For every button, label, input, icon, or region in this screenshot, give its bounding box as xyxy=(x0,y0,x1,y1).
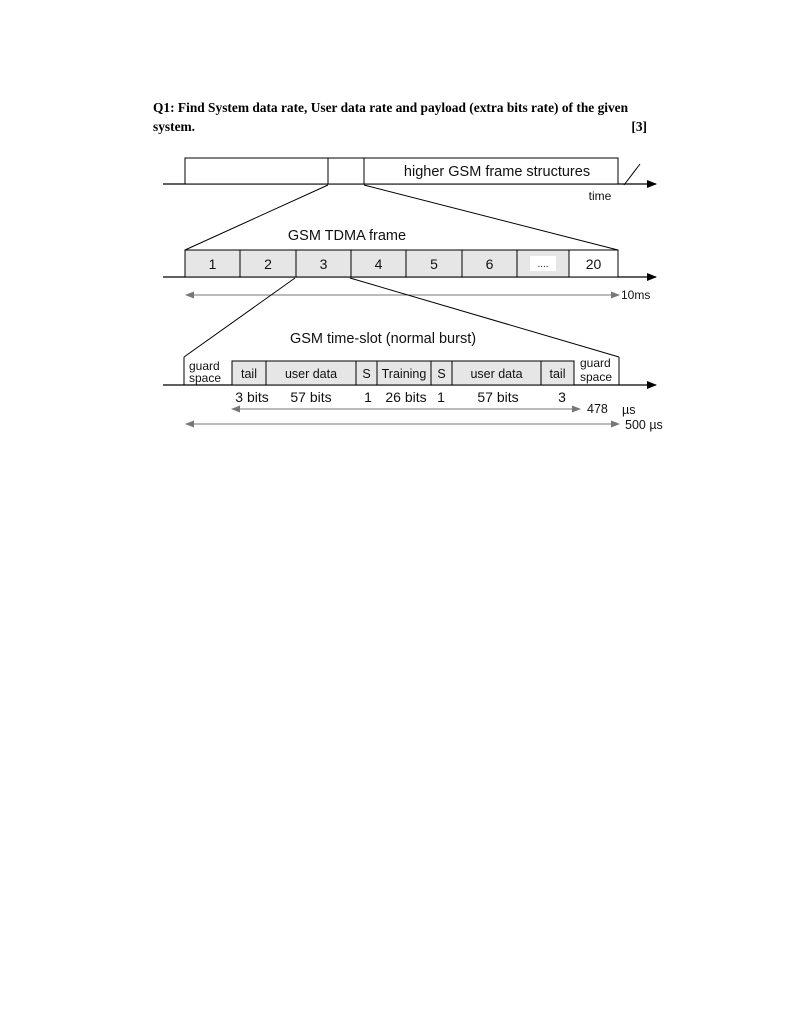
tdma-slots xyxy=(185,250,618,277)
higher-frame-label: higher GSM frame structures xyxy=(403,164,591,180)
guard-space-right-line1: guard xyxy=(580,356,611,370)
burst-field-label-1: tail xyxy=(241,367,257,381)
bit-count-2: 57 bits xyxy=(290,389,332,405)
burst-field-label-5: S xyxy=(437,367,446,381)
burst-field-label-2: user data xyxy=(284,367,338,381)
bit-count-3: 1 xyxy=(364,389,372,405)
time-slot-title: GSM time-slot (normal burst) xyxy=(289,331,477,347)
bit-count-5: 1 xyxy=(437,389,445,405)
burst-fields xyxy=(232,361,574,385)
axis-break-slash xyxy=(624,164,640,185)
question-line-2-text: system. xyxy=(153,119,196,134)
tdma-slot-label-6: 6 xyxy=(485,256,494,272)
expand-line-left-2 xyxy=(184,278,295,357)
burst-duration-unit: µs xyxy=(622,403,636,417)
slot-duration-label: 500 µs xyxy=(625,418,663,432)
bit-labels xyxy=(235,389,566,405)
guard-space-left-line2: space xyxy=(189,371,222,385)
guard-space-left-line1: guard xyxy=(189,359,220,373)
tdma-slot-label-2: 2 xyxy=(264,256,272,272)
tdma-slot-label-5: 5 xyxy=(430,256,438,272)
tdma-slot-label-3: 3 xyxy=(319,256,328,272)
burst-duration-value: 478 xyxy=(587,402,608,416)
burst-field-label-7: tail xyxy=(549,367,566,381)
question-line-1: Q1: Find System data rate, User data rate and payload (extra bits rate) of the given xyxy=(153,100,629,115)
burst-field-label-4: Training xyxy=(381,367,427,381)
question-marks: [3] xyxy=(631,119,647,134)
time-slot-row xyxy=(163,356,663,432)
bit-count-7: 3 xyxy=(558,389,566,405)
tdma-frame-title: GSM TDMA frame xyxy=(287,228,407,244)
guard-space-right-line2: space xyxy=(580,370,613,384)
tdma-slot-label-8: 20 xyxy=(585,256,602,272)
tdma-slot-label-7: .... xyxy=(537,259,549,270)
tdma-slot-label-1: 1 xyxy=(208,256,217,272)
tdma-frame-row xyxy=(163,250,656,302)
tdma-duration-label: 10ms xyxy=(621,288,651,302)
time-label: time xyxy=(588,189,612,203)
bit-count-1: 3 bits xyxy=(235,389,269,405)
burst-field-label-3: S xyxy=(362,367,371,381)
bit-count-4: 26 bits xyxy=(385,389,427,405)
burst-field-label-6: user data xyxy=(470,367,523,381)
bit-count-6: 57 bits xyxy=(477,389,519,405)
tdma-slot-label-4: 4 xyxy=(374,256,383,272)
